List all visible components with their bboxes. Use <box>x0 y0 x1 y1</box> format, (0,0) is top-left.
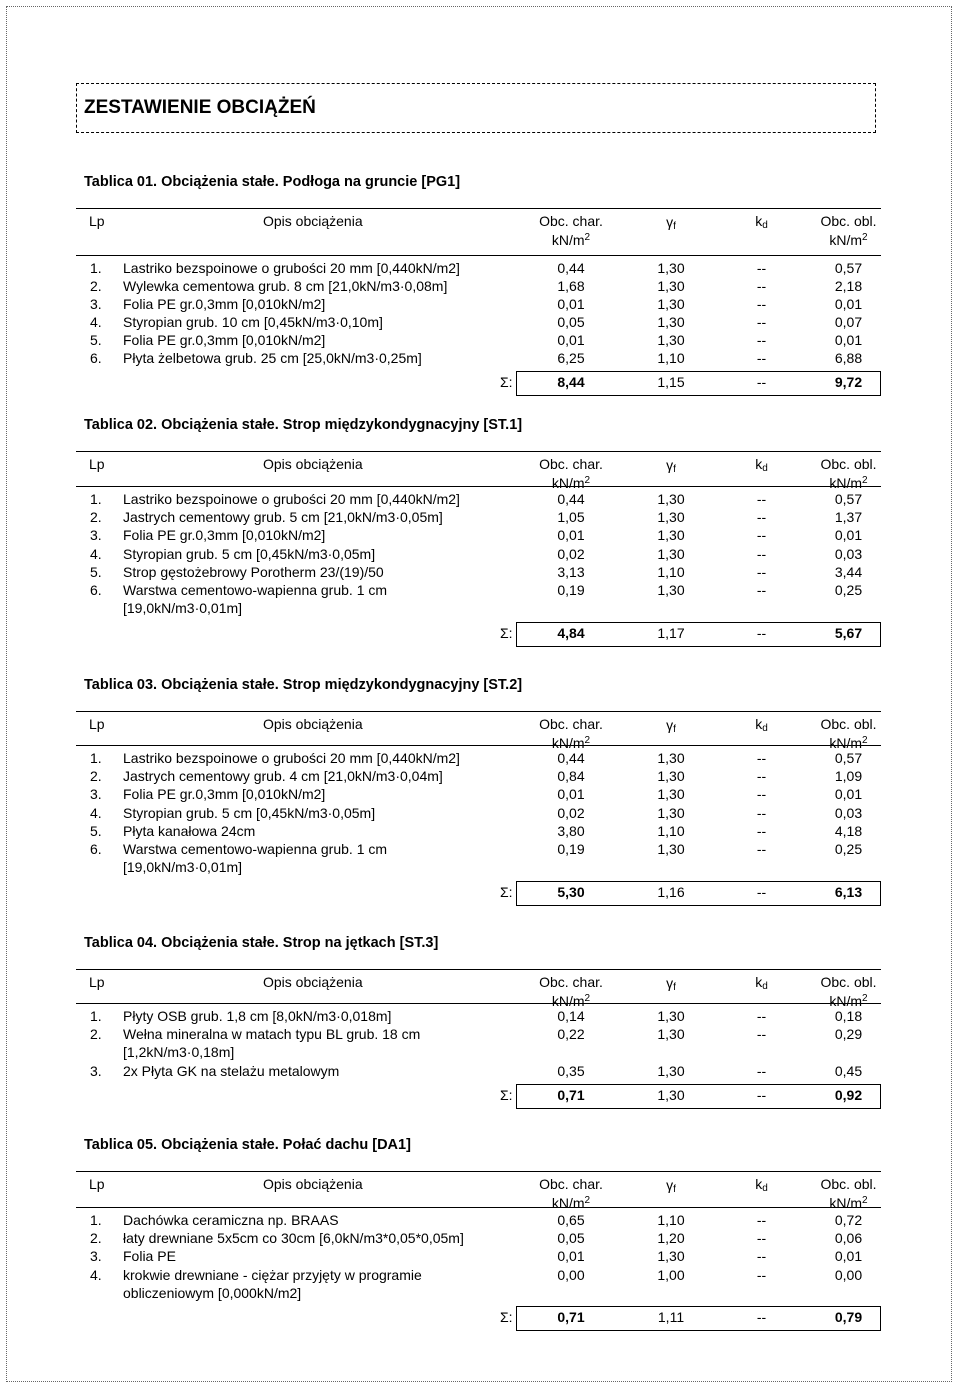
row-design-load: 0,01 <box>834 1248 863 1265</box>
row-k-d: -- <box>756 1062 767 1079</box>
row-gamma-f: 1,30 <box>657 1248 685 1265</box>
row-k-d: -- <box>756 509 767 526</box>
header-gamma-f <box>621 717 721 734</box>
row-design-load: 0,07 <box>834 314 863 330</box>
sum-box-right <box>880 1084 881 1108</box>
row-k-d: -- <box>756 314 767 330</box>
row-description: Folia PE gr.0,3mm [0,010kN/m2] <box>123 296 326 312</box>
row-lp: 3. <box>90 1248 102 1265</box>
row-k-d: -- <box>756 1266 767 1283</box>
k-subscript: d <box>762 463 768 474</box>
row-k-d: -- <box>756 296 767 312</box>
row-design-load: 0,57 <box>834 491 863 507</box>
k-symbol: k <box>755 1176 763 1192</box>
table-bottom-border <box>516 395 881 396</box>
unit-base: kN/m <box>829 232 863 248</box>
row-k-d: -- <box>756 527 767 544</box>
row-description: obliczeniowym [0,000kN/m2] <box>123 1284 302 1301</box>
row-description: Folia PE gr.0,3mm [0,010kN/m2] <box>123 527 326 544</box>
row-description: [19,0kN/m3·0,01m] <box>123 859 243 876</box>
header-k-d <box>724 974 799 991</box>
row-gamma-f: 1,10 <box>657 563 685 580</box>
row-lp: 6. <box>90 841 102 857</box>
table-bottom-border <box>516 646 881 647</box>
k-subscript: d <box>762 1183 768 1194</box>
header-lp: Lp <box>89 456 105 472</box>
k-subscript: d <box>762 981 768 992</box>
unit-exp: 2 <box>584 993 591 1004</box>
header-opis: Opis obciążenia <box>263 1176 363 1192</box>
header-k-d <box>724 213 799 230</box>
header-bottom-border <box>76 745 881 746</box>
gamma-subscript: f <box>673 1184 676 1195</box>
row-k-d: -- <box>756 1212 767 1228</box>
unit-base: kN/m <box>829 1195 863 1211</box>
header-lp: Lp <box>89 213 105 229</box>
gamma-symbol: γ <box>666 1177 674 1193</box>
row-gamma-f: 1,10 <box>657 822 685 839</box>
header-design-unit <box>791 475 906 492</box>
unit-base: kN/m <box>551 1195 585 1211</box>
unit-exp: 2 <box>584 735 591 746</box>
row-k-d: -- <box>756 582 767 598</box>
row-k-d: -- <box>756 278 767 294</box>
row-char-load: 0,19 <box>557 841 585 857</box>
sum-box-left <box>516 371 517 395</box>
row-lp: 6. <box>90 582 102 598</box>
header-char-unit <box>516 1195 626 1212</box>
sum-top-border <box>516 1084 881 1085</box>
sum-gamma-f: 1,11 <box>657 1309 685 1325</box>
row-description: Warstwa cementowo-wapienna grub. 1 cm <box>123 582 388 598</box>
row-description: Jastrych cementowy grub. 4 cm [21,0kN/m3·0,04m] <box>123 768 443 785</box>
header-k-d <box>724 716 799 733</box>
row-lp: 6. <box>90 350 102 366</box>
row-gamma-f: 1,30 <box>657 582 685 598</box>
header-char-load: Obc. char. <box>539 974 603 990</box>
sum-box-right <box>880 622 881 646</box>
row-lp: 3. <box>90 1062 102 1079</box>
row-k-d: -- <box>756 1230 767 1247</box>
unit-exp: 2 <box>584 475 591 486</box>
table-top-border <box>76 451 881 452</box>
row-description: Lastriko bezspoinowe o grubości 20 mm [0,440kN/m2] <box>123 491 460 507</box>
row-lp: 1. <box>90 1008 102 1024</box>
unit-base: kN/m <box>551 735 585 751</box>
header-lp: Lp <box>89 716 105 732</box>
row-lp: 5. <box>90 822 102 839</box>
row-lp: 3. <box>90 786 102 803</box>
unit-base: kN/m <box>551 475 585 491</box>
header-char-load: Obc. char. <box>539 456 603 472</box>
row-lp: 3. <box>90 296 102 312</box>
table-bottom-border <box>516 1108 881 1109</box>
header-char-unit <box>516 232 626 249</box>
sum-design-load: 0,92 <box>834 1086 863 1103</box>
row-design-load: 3,44 <box>834 563 863 580</box>
row-gamma-f: 1,30 <box>657 545 685 562</box>
row-k-d: -- <box>756 260 767 276</box>
row-description: Styropian grub. 5 cm [0,45kN/m3·0,05m] <box>123 545 376 562</box>
row-gamma-f: 1,30 <box>657 841 685 857</box>
row-description: Folia PE <box>123 1248 176 1265</box>
row-k-d: -- <box>756 491 767 507</box>
row-description: Lastriko bezspoinowe o grubości 20 mm [0,440kN/m2] <box>123 260 460 276</box>
row-lp: 1. <box>90 491 102 507</box>
row-lp: 4. <box>90 545 102 562</box>
k-subscript: d <box>762 220 768 231</box>
document-title-box <box>76 83 876 133</box>
unit-exp: 2 <box>862 232 868 243</box>
row-char-load: 0,01 <box>557 1248 585 1265</box>
row-description: 2x Płyta GK na stelażu metalowym <box>123 1062 340 1079</box>
row-gamma-f: 1,30 <box>657 1062 685 1079</box>
sum-design-load: 0,79 <box>834 1309 863 1325</box>
row-lp: 4. <box>90 314 102 330</box>
header-opis: Opis obciążenia <box>263 456 363 472</box>
row-char-load: 0,44 <box>557 750 585 766</box>
row-char-load: 0,05 <box>557 314 585 330</box>
row-design-load: 1,37 <box>834 509 863 526</box>
row-lp: 4. <box>90 1266 102 1283</box>
header-design-load: Obc. obl. <box>820 974 877 990</box>
header-opis: Opis obciążenia <box>263 974 363 990</box>
gamma-subscript: f <box>673 724 676 735</box>
row-description: Płyty OSB grub. 1,8 cm [8,0kN/m3·0,018m] <box>123 1008 392 1024</box>
header-design-load: Obc. obl. <box>820 1176 877 1192</box>
table-bottom-border <box>516 905 881 906</box>
sum-char-load: 8,44 <box>557 374 585 390</box>
row-char-load: 0,14 <box>557 1008 585 1024</box>
row-gamma-f: 1,20 <box>657 1230 685 1247</box>
row-k-d: -- <box>756 841 767 857</box>
table-title: Tablica 02. Obciążenia stałe. Strop międzykondygnacyjny [ST.1] <box>84 417 523 433</box>
header-lp: Lp <box>89 974 105 990</box>
sum-design-load: 5,67 <box>834 625 863 642</box>
sum-top-border <box>516 371 881 372</box>
header-bottom-border <box>76 486 881 487</box>
row-char-load: 0,65 <box>557 1212 585 1228</box>
row-lp: 2. <box>90 768 102 785</box>
header-design-load: Obc. obl. <box>820 716 877 732</box>
row-k-d: -- <box>756 804 767 821</box>
row-lp: 3. <box>90 527 102 544</box>
sum-label: Σ: <box>500 884 513 901</box>
row-char-load: 0,01 <box>557 786 585 803</box>
row-gamma-f: 1,30 <box>657 768 685 785</box>
sum-box-left <box>516 881 517 905</box>
row-k-d: -- <box>756 822 767 839</box>
table-title: Tablica 01. Obciążenia stałe. Podłoga na gruncie [PG1] <box>84 174 461 190</box>
sum-box-right <box>880 1306 881 1330</box>
row-k-d: -- <box>756 786 767 803</box>
row-k-d: -- <box>756 1248 767 1265</box>
row-description: krokwie drewniane - ciężar przyjęty w programie <box>123 1266 422 1283</box>
header-gamma-f <box>621 457 721 474</box>
row-design-load: 0,29 <box>834 1026 863 1043</box>
sum-box-left <box>516 622 517 646</box>
row-design-load: 0,25 <box>834 582 863 598</box>
row-char-load: 3,80 <box>557 822 585 839</box>
row-design-load: 0,01 <box>834 332 863 348</box>
row-lp: 1. <box>90 1212 102 1228</box>
header-design-load: Obc. obl. <box>820 213 877 229</box>
row-k-d: -- <box>756 563 767 580</box>
sum-box-left <box>516 1306 517 1330</box>
row-lp: 1. <box>90 750 102 766</box>
row-gamma-f: 1,30 <box>657 278 685 294</box>
row-char-load: 0,02 <box>557 545 585 562</box>
unit-exp: 2 <box>862 993 868 1004</box>
header-opis: Opis obciążenia <box>263 716 363 732</box>
header-gamma-f <box>621 214 721 231</box>
row-gamma-f: 1,10 <box>657 350 685 366</box>
unit-exp: 2 <box>584 232 591 243</box>
row-description: Płyta kanałowa 24cm <box>123 822 256 839</box>
row-description: Styropian grub. 10 cm [0,45kN/m3·0,10m] <box>123 314 383 330</box>
header-design-unit <box>791 1195 906 1212</box>
row-char-load: 0,00 <box>557 1266 585 1283</box>
row-design-load: 6,88 <box>834 350 863 366</box>
sum-char-load: 4,84 <box>557 625 585 642</box>
row-char-load: 3,13 <box>557 563 585 580</box>
unit-base: kN/m <box>551 232 585 248</box>
document-title: ZESTAWIENIE OBCIĄŻEŃ <box>84 97 316 118</box>
unit-base: kN/m <box>829 735 863 751</box>
sum-gamma-f: 1,16 <box>657 884 685 901</box>
unit-exp: 2 <box>862 1195 868 1206</box>
row-design-load: 0,01 <box>834 296 863 312</box>
row-k-d: -- <box>756 545 767 562</box>
k-subscript: d <box>762 723 768 734</box>
sum-box-left <box>516 1084 517 1108</box>
row-char-load: 0,35 <box>557 1062 585 1079</box>
row-design-load: 0,72 <box>834 1212 863 1228</box>
row-gamma-f: 1,30 <box>657 750 685 766</box>
row-description: Lastriko bezspoinowe o grubości 20 mm [0,440kN/m2] <box>123 750 460 766</box>
row-char-load: 1,05 <box>557 509 585 526</box>
sum-k-d: -- <box>756 884 767 901</box>
row-char-load: 0,01 <box>557 527 585 544</box>
row-description: Wełna mineralna w matach typu BL grub. 18 cm <box>123 1026 421 1043</box>
header-design-unit <box>791 232 906 249</box>
row-gamma-f: 1,10 <box>657 1212 685 1228</box>
row-gamma-f: 1,30 <box>657 260 685 276</box>
row-gamma-f: 1,30 <box>657 314 685 330</box>
header-char-unit <box>516 475 626 492</box>
row-design-load: 0,03 <box>834 804 863 821</box>
row-description: Folia PE gr.0,3mm [0,010kN/m2] <box>123 332 326 348</box>
row-description: [19,0kN/m3·0,01m] <box>123 600 243 617</box>
row-k-d: -- <box>756 350 767 366</box>
header-gamma-f <box>621 1177 721 1194</box>
row-k-d: -- <box>756 1008 767 1024</box>
row-k-d: -- <box>756 750 767 766</box>
row-char-load: 0,01 <box>557 296 585 312</box>
header-bottom-border <box>76 1207 881 1208</box>
row-design-load: 2,18 <box>834 278 863 294</box>
row-design-load: 0,57 <box>834 750 863 766</box>
row-description: [1,2kN/m3·0,18m] <box>123 1044 235 1061</box>
row-gamma-f: 1,30 <box>657 1008 685 1024</box>
sum-top-border <box>516 1306 881 1307</box>
unit-exp: 2 <box>584 1195 591 1206</box>
gamma-subscript: f <box>673 464 676 475</box>
row-gamma-f: 1,30 <box>657 804 685 821</box>
sum-k-d: -- <box>756 1309 767 1325</box>
row-lp: 2. <box>90 1026 102 1043</box>
row-design-load: 0,25 <box>834 841 863 857</box>
sum-gamma-f: 1,30 <box>657 1086 685 1103</box>
k-symbol: k <box>755 716 763 732</box>
row-lp: 2. <box>90 278 102 294</box>
row-gamma-f: 1,30 <box>657 527 685 544</box>
row-char-load: 0,19 <box>557 582 585 598</box>
sum-char-load: 0,71 <box>557 1309 585 1325</box>
row-description: Wylewka cementowa grub. 8 cm [21,0kN/m3·0,08m] <box>123 278 448 294</box>
sum-top-border <box>516 881 881 882</box>
sum-label: Σ: <box>500 1086 513 1103</box>
header-bottom-border <box>76 1003 881 1004</box>
row-description: łaty drewniane 5x5cm co 30cm [6,0kN/m3*0,05*0,05m] <box>123 1230 464 1247</box>
gamma-subscript: f <box>673 982 676 993</box>
sum-char-load: 5,30 <box>557 884 585 901</box>
row-lp: 2. <box>90 1230 102 1247</box>
unit-base: kN/m <box>551 993 585 1009</box>
row-char-load: 1,68 <box>557 278 585 294</box>
row-k-d: -- <box>756 1026 767 1043</box>
table-title: Tablica 05. Obciążenia stałe. Połać dachu [DA1] <box>84 1137 411 1153</box>
unit-base: kN/m <box>829 475 863 491</box>
row-design-load: 0,06 <box>834 1230 863 1247</box>
unit-exp: 2 <box>862 735 868 746</box>
unit-exp: 2 <box>862 475 868 486</box>
row-gamma-f: 1,30 <box>657 296 685 312</box>
row-design-load: 1,09 <box>834 768 863 785</box>
header-char-load: Obc. char. <box>539 716 603 732</box>
header-gamma-f <box>621 975 721 992</box>
row-lp: 5. <box>90 563 102 580</box>
row-char-load: 0,84 <box>557 768 585 785</box>
row-design-load: 4,18 <box>834 822 863 839</box>
unit-base: kN/m <box>829 993 863 1009</box>
gamma-subscript: f <box>673 221 676 232</box>
sum-k-d: -- <box>756 374 767 390</box>
sum-k-d: -- <box>756 1086 767 1103</box>
row-char-load: 0,05 <box>557 1230 585 1247</box>
row-gamma-f: 1,30 <box>657 332 685 348</box>
row-gamma-f: 1,30 <box>657 786 685 803</box>
sum-label: Σ: <box>500 625 513 642</box>
row-char-load: 0,22 <box>557 1026 585 1043</box>
row-design-load: 0,03 <box>834 545 863 562</box>
row-design-load: 0,01 <box>834 527 863 544</box>
row-design-load: 0,18 <box>834 1008 863 1024</box>
row-k-d: -- <box>756 768 767 785</box>
row-lp: 5. <box>90 332 102 348</box>
sum-gamma-f: 1,15 <box>657 374 685 390</box>
row-char-load: 0,02 <box>557 804 585 821</box>
header-k-d <box>724 456 799 473</box>
sum-k-d: -- <box>756 625 767 642</box>
row-gamma-f: 1,30 <box>657 491 685 507</box>
sum-design-load: 6,13 <box>834 884 863 901</box>
header-bottom-border <box>76 255 881 256</box>
row-char-load: 0,44 <box>557 491 585 507</box>
row-description: Folia PE gr.0,3mm [0,010kN/m2] <box>123 786 326 803</box>
row-description: Warstwa cementowo-wapienna grub. 1 cm <box>123 841 388 857</box>
sum-top-border <box>516 622 881 623</box>
row-gamma-f: 1,30 <box>657 509 685 526</box>
header-char-load: Obc. char. <box>539 213 603 229</box>
row-char-load: 6,25 <box>557 350 585 366</box>
header-k-d <box>724 1176 799 1193</box>
table-bottom-border <box>516 1330 881 1331</box>
row-char-load: 0,01 <box>557 332 585 348</box>
k-symbol: k <box>755 974 763 990</box>
gamma-symbol: γ <box>666 214 674 230</box>
sum-design-load: 9,72 <box>834 374 863 390</box>
header-design-load: Obc. obl. <box>820 456 877 472</box>
row-gamma-f: 1,30 <box>657 1026 685 1043</box>
row-design-load: 0,45 <box>834 1062 863 1079</box>
table-top-border <box>76 1171 881 1172</box>
row-design-load: 0,01 <box>834 786 863 803</box>
header-char-load: Obc. char. <box>539 1176 603 1192</box>
sum-label: Σ: <box>500 374 513 390</box>
row-description: Styropian grub. 5 cm [0,45kN/m3·0,05m] <box>123 804 376 821</box>
row-char-load: 0,44 <box>557 260 585 276</box>
header-opis: Opis obciążenia <box>263 213 363 229</box>
row-lp: 2. <box>90 509 102 526</box>
row-lp: 4. <box>90 804 102 821</box>
table-top-border <box>76 208 881 209</box>
row-k-d: -- <box>756 332 767 348</box>
row-design-load: 0,57 <box>834 260 863 276</box>
sum-char-load: 0,71 <box>557 1086 585 1103</box>
gamma-symbol: γ <box>666 975 674 991</box>
gamma-symbol: γ <box>666 457 674 473</box>
table-title: Tablica 03. Obciążenia stałe. Strop międzykondygnacyjny [ST.2] <box>84 677 523 693</box>
table-top-border <box>76 711 881 712</box>
sum-box-right <box>880 881 881 905</box>
row-description: Płyta żelbetowa grub. 25 cm [25,0kN/m3·0,25m] <box>123 350 422 366</box>
sum-label: Σ: <box>500 1309 513 1325</box>
table-top-border <box>76 969 881 970</box>
row-description: Dachówka ceramiczna np. BRAAS <box>123 1212 339 1228</box>
row-lp: 1. <box>90 260 102 276</box>
row-gamma-f: 1,00 <box>657 1266 685 1283</box>
table-title: Tablica 04. Obciążenia stałe. Strop na jętkach [ST.3] <box>84 935 439 951</box>
row-description: Jastrych cementowy grub. 5 cm [21,0kN/m3·0,05m] <box>123 509 443 526</box>
row-description: Strop gęstożebrowy Porotherm 23/(19)/50 <box>123 563 384 580</box>
gamma-symbol: γ <box>666 717 674 733</box>
k-symbol: k <box>755 213 763 229</box>
k-symbol: k <box>755 456 763 472</box>
sum-gamma-f: 1,17 <box>657 625 685 642</box>
header-lp: Lp <box>89 1176 105 1192</box>
row-design-load: 0,00 <box>834 1266 863 1283</box>
sum-box-right <box>880 371 881 395</box>
